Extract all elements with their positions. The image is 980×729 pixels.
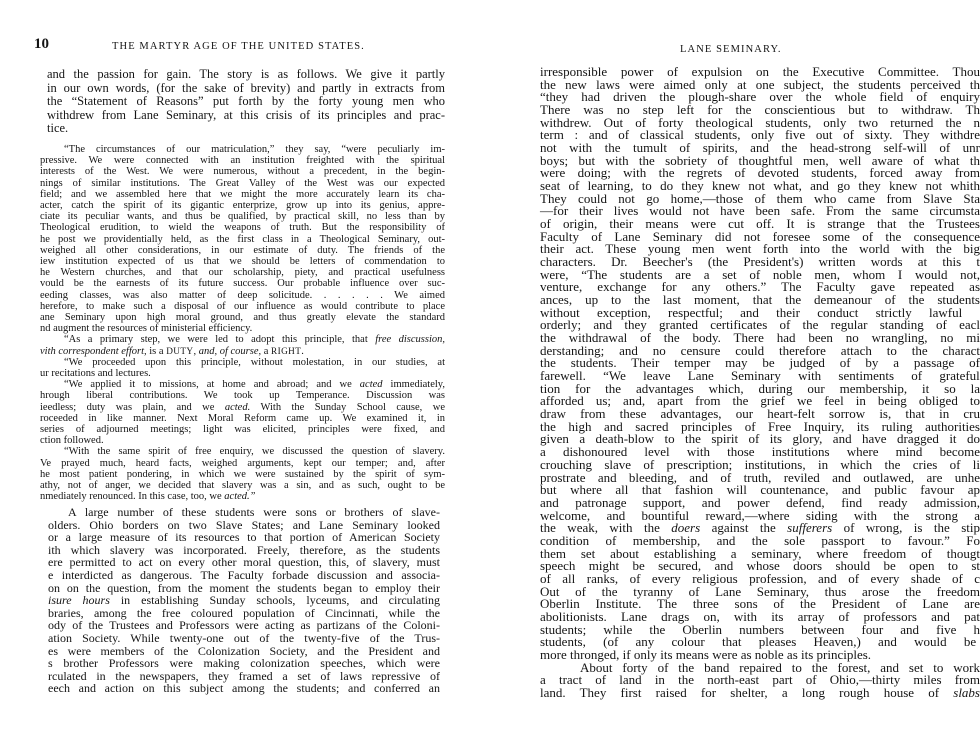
- text-line: ith which slavery was incorporated. Freely, therefore, as the students: [48, 542, 440, 557]
- text-run: “We applied it to missions, at home and abroad; and we: [64, 379, 360, 391]
- text-line: [40, 491, 445, 502]
- text-line: of all ranks, of every religious profession, and of every shade of c: [540, 570, 980, 586]
- text-run: the weak, with the: [540, 520, 672, 536]
- text-run: nmediately renounced. In this case, too, we: [40, 491, 225, 503]
- body-text-block-right: [540, 66, 980, 700]
- running-title-left: THE MARTYR AGE OF THE UNITED STATES.: [112, 41, 365, 52]
- text-line: crouching slave of prescription; institutions, in which the cries of li: [540, 456, 980, 472]
- text-run: in establishing Sunday schools, lyceums, and circulating: [109, 593, 440, 608]
- text-line: interests of the West. We were numerous, without a precedent, in the begin-: [40, 166, 445, 178]
- paragraph: [540, 659, 980, 700]
- text-line: of origin, their means were cut off. It is strange that the Trustees: [540, 216, 980, 232]
- text-line: ane Seminary upon high moral ground, and thus greatly elevate the standard: [40, 312, 445, 324]
- text-line: pressive. We were connected with an institution freighted with the spiritual: [40, 155, 445, 167]
- text-line: braries, among the free coloured population of Cincinnati, while the: [48, 605, 440, 620]
- text-line: “they had driven the plough-share over the whole field of enquiry: [540, 89, 980, 105]
- italic-text-run: acted.”: [224, 491, 256, 503]
- italic-text-run: free discussion,: [375, 334, 445, 346]
- text-line: Faculty of Lane Seminary did not foresee some of the consequence: [540, 228, 980, 244]
- text-line: seat of learning, to do they knew not what, and go they knew not whith: [540, 178, 980, 194]
- text-line: venture, exchange for any others.” The Faculty gave repeated as: [540, 279, 980, 295]
- italic-text-run: sufferers: [787, 520, 833, 536]
- text-line: es were members of the Colonization Society, and the President and: [48, 643, 440, 658]
- text-line: farewell. “We leave Lane Seminary with sentiments of grateful: [540, 368, 980, 384]
- text-line: vould be the earnests of its future success. Our probable influence over suc-: [40, 278, 445, 290]
- left-page: [0, 0, 470, 729]
- paragraph: [40, 357, 445, 379]
- text-line: [540, 684, 980, 700]
- text-line: Out of the tyranny of Lane Seminary, thus arose the freedom: [540, 583, 980, 599]
- text-line: Ve prayed much, heard facts, weighed arguments, kept our temper; and, after: [40, 457, 445, 469]
- paragraph: [40, 446, 445, 502]
- text-line: About forty of the band repaired to the forest, and set to work: [580, 659, 980, 675]
- paragraph: [40, 379, 445, 446]
- text-line: ction followed.: [40, 435, 104, 447]
- text-line: ation Society. While twenty-one out of the twenty-five of the Trus-: [48, 630, 440, 645]
- text-line: draw from these advantages, our heart-felt sorrow is, that in cru: [540, 406, 980, 422]
- italic-text-run: slabs: [953, 684, 980, 700]
- text-line: [40, 379, 445, 390]
- text-line: [40, 334, 445, 345]
- text-run: is a: [146, 345, 167, 357]
- text-line: ur recitations and lectures.: [40, 368, 151, 380]
- text-line: given a death-blow to the spirit of its glory, and have dragged it do: [540, 431, 980, 447]
- text-line: were, “The students are a set of noble men, whom I would not,: [540, 266, 980, 282]
- text-line: eech and action on this subject among the students; and conferred an: [48, 681, 440, 696]
- text-line: and the passion for gain. The story is as follows. We give it partly: [47, 67, 445, 81]
- text-line: Theological erudition, to wield the weapons of truth. But the responsibility of: [40, 222, 445, 234]
- text-line: a tract of land in the north-east part of Ohio,—thirty miles from: [540, 672, 980, 688]
- text-run: land. They first raised for shelter, a long rough house of: [540, 684, 954, 700]
- text-line: They could not go home,—those of them who came from Slave Sta: [540, 190, 980, 206]
- text-line: he Western churches, and that our scholarship, piety, and practical usefulness: [40, 267, 445, 279]
- italic-text-run: doers: [671, 520, 701, 536]
- text-line: the high and sacred principles of Free Inquiry, its ruling authorities: [540, 418, 980, 434]
- italic-text-run: and, of course,: [198, 345, 262, 357]
- text-line: e interdicted as dangerous. The Faculty forbade discussion and associa-: [48, 567, 440, 582]
- paragraph: [40, 144, 445, 334]
- text-line: withdrew from Lane Seminary, at this crisis of its principles and prac-: [47, 107, 445, 122]
- text-line: the students. Their temper may be judged of by a passage of: [540, 355, 980, 371]
- text-line: ciate its peculiar wants, and thus be qualified, by practical skill, no less than by: [40, 211, 445, 223]
- italic-text-run: acted.: [224, 401, 251, 413]
- text-line: he most patient pondering, in which we were sustained by the spirit of sym-: [40, 468, 445, 480]
- paragraph: [47, 68, 445, 136]
- text-line: “We proceeded upon this principle, without molestation, in our studies, at: [64, 356, 445, 368]
- italic-text-run: isure hours: [48, 593, 110, 608]
- paragraph: [540, 66, 980, 662]
- text-line: prostrate and bleeding, and of truth, reviled and outlawed, are unhe: [540, 469, 980, 485]
- caps-text-run: DUTY: [166, 345, 194, 356]
- text-line: herefore, to make such a disposal of our influence as would contribute to place: [40, 300, 445, 312]
- italic-text-run: vith correspondent effort,: [40, 345, 147, 357]
- text-line: There was no step left for the conscientious but to withdraw. Th: [540, 102, 980, 118]
- text-line: more thronged, if only its means were as noble as its principles.: [540, 646, 872, 662]
- text-line: or a large measure of its resources to that portion of American Society: [48, 530, 440, 545]
- text-line: characters. Dr. Beecher's (the President's) written words at this t: [540, 254, 980, 270]
- text-line: series of adjourned meetings; light was elicited, principles were fixed, and: [40, 424, 445, 436]
- text-line: A large number of these students were sons or brothers of slave-: [68, 505, 440, 519]
- page-number: 10: [34, 36, 49, 52]
- text-line: on on the question, from the moment the students began to employ their: [48, 580, 440, 595]
- text-line: athy, not of anger, we decided that slavery was a sin, and as such, ought to be: [40, 480, 445, 492]
- body-text-block: [48, 506, 440, 695]
- caps-text-run: RIGHT: [271, 345, 302, 356]
- text-line: irresponsible power of expulsion on the Executive Committee. Thou: [540, 64, 980, 79]
- text-line: ody of the Trustees and Professors were acting as partizans of the Coloni-: [48, 618, 440, 633]
- text-line: withdrew. Out of forty theological students, only two returned the n: [540, 114, 980, 130]
- text-line: term : and of classical students, only five out of sixty. They withdre: [540, 127, 980, 143]
- running-title-right: LANE SEMINARY.: [680, 44, 782, 55]
- text-line: derstanding; and no censure could therefore attach to the charact: [540, 342, 980, 358]
- text-line: [40, 346, 445, 357]
- text-line: welcome, and bountiful reward,—where siding with the strong a: [540, 507, 980, 523]
- intro-text-block: [47, 68, 445, 136]
- text-line: hrough liberal contributions. We took up Temperance. Discussion was: [40, 390, 445, 402]
- text-line: speech might be secured, and whose doors should be open to st: [540, 558, 980, 574]
- text-line: a dishonoured level with those institutions where mind become: [540, 444, 980, 460]
- text-line: their act. These young men went forth into the world with the big: [540, 241, 980, 257]
- text-line: field; and we assembled here that we might the more accurately learn its cha-: [40, 188, 445, 200]
- text-line: iew institution expected of us that we should be letters of commendation to: [40, 256, 445, 268]
- text-run: “As a primary step, we were led to adopt this principle, that: [64, 334, 376, 346]
- text-line: and patronage support, and power defend, find ready admission,: [540, 494, 980, 510]
- text-run: ieedless; duty was plain, and we: [40, 401, 225, 413]
- text-line: acter, catch the spirit of its gigantic enterprize, grow up into its genius, appre-: [40, 200, 445, 212]
- text-line: boys; but with the sobriety of thoughtful men, well aware of what th: [540, 152, 980, 168]
- text-line: abolitionists. Lane drags on, with its array of professors and pat: [540, 608, 980, 624]
- right-page: [530, 0, 980, 729]
- text-line: were doing; with the regrets of devoted students, forced away from: [540, 165, 980, 181]
- text-run: ,: [193, 345, 199, 357]
- text-line: afforded us; and, apart from the grief we feel in being obliged to: [540, 393, 980, 409]
- text-line: rculated in the newspapers, they framed a set of laws repressive of: [48, 668, 440, 683]
- text-run: With the Sunday School cause, we: [250, 401, 445, 413]
- text-line: ances, up to the last moment, that the demeanour of the students: [540, 292, 980, 308]
- text-line: the new laws were aimed only at one subject, the students perceived th: [540, 76, 980, 92]
- text-line: the “Statement of Reasons” put forth by the forty young men who: [47, 94, 445, 108]
- text-line: he post we providentially held, as the first class in a Theological Seminary, out-: [40, 233, 445, 245]
- text-line: olders. Ohio borders on two Slave States; and Lane Seminary looked: [48, 517, 440, 532]
- text-line: [40, 402, 445, 413]
- text-line: “With the same spirit of free enquiry, we discussed the question of slavery.: [64, 446, 445, 458]
- text-line: Oberlin Institute. The three sons of the President of Lane are: [540, 596, 980, 612]
- text-run: a: [261, 345, 272, 357]
- text-line: without exception, respectful; and their conduct strictly lawful: [540, 304, 963, 320]
- text-line: condition of membership, and the sole passport to favour.” Fo: [540, 532, 980, 548]
- italic-text-run: acted: [359, 379, 383, 391]
- text-line: the withdrawal of the body. There had been no wrangling, no mi: [540, 330, 980, 346]
- text-line: students; while the Oberlin numbers between four and five h: [540, 621, 980, 637]
- quoted-statement-block: [40, 144, 445, 503]
- text-line: eeding classes, was also matter of deep solicitude. . . . . . We aimed: [40, 289, 445, 301]
- text-run: of wrong, is the stip: [832, 520, 980, 536]
- text-line: nings of similar institutions. The Great Valley of the West was our expected: [40, 177, 445, 189]
- text-line: —for their lives would not have been safe. From the same circumsta: [540, 203, 980, 219]
- text-run: against the: [700, 520, 788, 536]
- text-line: ere permitted to act on every other moral question, this, of slavery, must: [48, 555, 440, 570]
- text-line: in our own words, (for the sake of brevity) and partly in extracts from: [47, 80, 445, 95]
- text-line: orderly; and they granted certificates of the regular standing of eacl: [540, 317, 980, 333]
- text-line: students, (of any colour that pleases Heaven,) and would be: [540, 634, 977, 650]
- text-line: tice.: [47, 121, 69, 135]
- text-line: tion for the advantages which, during our membership, it so la: [540, 380, 980, 396]
- text-line: them set about establishing a seminary, where freedom of thougt: [540, 545, 980, 561]
- text-line: s brother Professors were making colonization speeches, which were: [48, 656, 440, 671]
- text-line: nd augment the resources of ministerial efficiency.: [40, 323, 253, 335]
- paragraph: [40, 334, 445, 356]
- text-line: roceeded in like manner. Next Moral Reform came up. We examined it, in: [40, 412, 445, 424]
- text-run: .: [301, 345, 304, 357]
- text-line: weighed all other considerations, in our estimate of duty. The friends of the: [40, 244, 445, 256]
- text-line: “The circumstances of our matriculation,” they say, “were peculiarly im-: [64, 144, 445, 155]
- text-line: but where all that fashion will countenance, and public favour ap: [540, 482, 980, 498]
- text-run: immediately,: [382, 379, 445, 391]
- text-line: not with the tumult of spirits, and the head-strong self-will of unr: [540, 140, 980, 156]
- text-line: [48, 594, 440, 607]
- paragraph: [48, 506, 440, 695]
